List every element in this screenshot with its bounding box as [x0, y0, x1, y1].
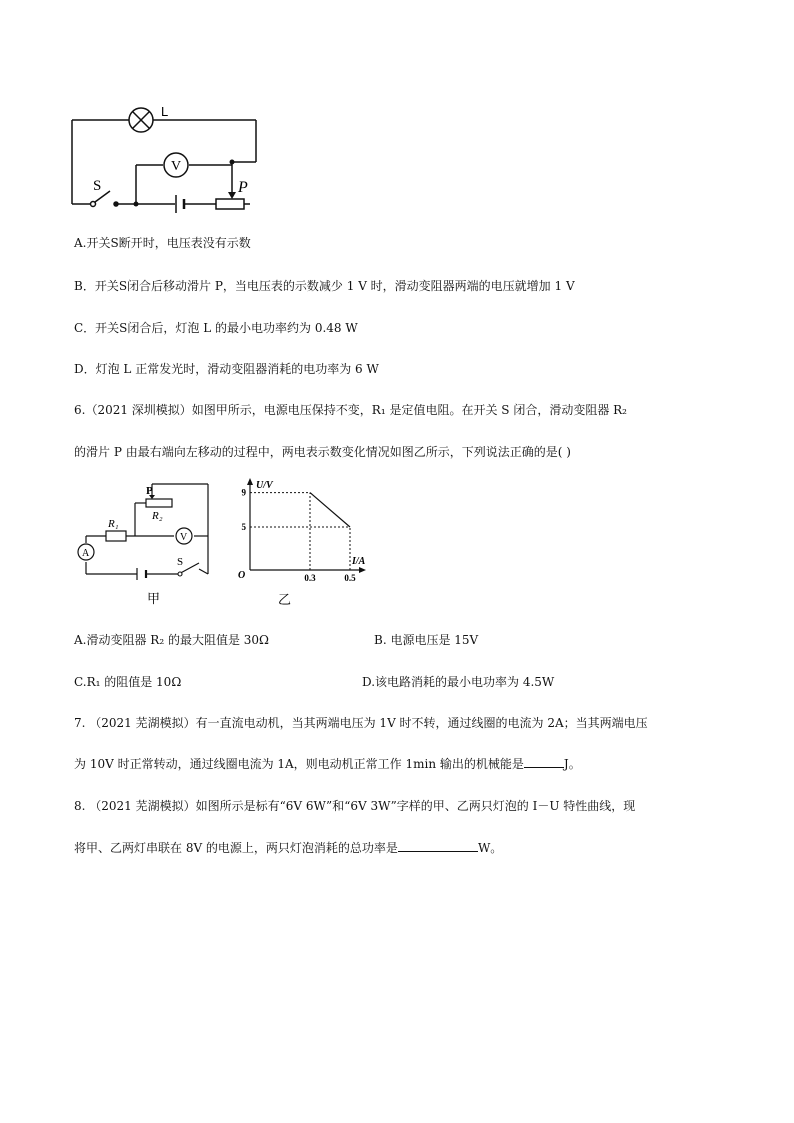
q6-option-c: C.R₁ 的阻值是 10Ω [74, 675, 182, 689]
yi-caption: 乙 [278, 592, 292, 607]
jia-ammeter-label: A [82, 548, 90, 559]
q5-option-c: C．开关S闭合后，灯泡 L 的最小电功率约为 0.48 W [74, 321, 358, 335]
switch-label: S [93, 178, 102, 194]
y-tick-label: 5 [241, 522, 246, 532]
q6-option-b: B. 电源电压是 15V [374, 633, 479, 647]
battery-icon [137, 568, 146, 580]
series-line [310, 493, 350, 527]
x-axis-label: I/A [352, 556, 366, 567]
q6-stem-line2: 的滑片 P 由最右端向左移动的过程中，两电表示数变化情况如图乙所示，下列说法正确的是( ) [74, 445, 571, 459]
voltmeter-label: V [171, 159, 182, 174]
jia-voltmeter-label: V [180, 532, 188, 543]
ammeter-icon [78, 544, 94, 560]
voltmeter-icon [176, 528, 192, 544]
battery-icon [176, 195, 184, 213]
jia-caption: 甲 [147, 591, 161, 606]
x-tick-label: 0.3 [304, 573, 316, 583]
voltmeter-icon [164, 153, 188, 177]
q5-option-d: D．灯泡 L 正常发光时，滑动变阻器消耗的电功率为 6 W [74, 362, 379, 376]
q8-stem-line2: 将甲、乙两灯串联在 8V 的电源上，两只灯泡消耗的总功率是 W。 [74, 841, 503, 855]
jia-r1-label: R₁ [108, 518, 119, 530]
q7-stem-line2: 为 10V 时正常转动，通过线圈电流为 1A，则电动机正常工作 1min 输出的机械能是 J。 [74, 757, 581, 771]
y-tick-label: 9 [241, 487, 246, 498]
q7-stem-line1: 7. （2021 芜湖模拟）有一直流电动机，当其两端电压为 1V 时不转，通过线圈的电流为 2A；当其两端电压 [74, 716, 648, 730]
r2-rheostat [146, 499, 172, 507]
x-axis-arrow-icon [359, 567, 366, 573]
slider-label: P [238, 179, 248, 196]
q8-stem-line1: 8. （2021 芜湖模拟）如图所示是标有“6V 6W”和“6V 3W”字样的甲、乙两只灯泡的 I－U 特性曲线，现 [74, 799, 636, 813]
lamp-label: L [161, 104, 169, 119]
lamp-circuit-figure [66, 98, 266, 216]
graph-yi-figure [228, 470, 378, 610]
y-axis-label: U/V [256, 480, 273, 491]
jia-slider-label: P [146, 485, 153, 497]
q6-stem-line1: 6.（2021 深圳模拟）如图甲所示，电源电压保持不变，R₁ 是定值电阻。在开关 S 闭合，滑动变阻器 R₂ [74, 403, 627, 417]
circuit-jia-figure [74, 478, 219, 606]
answer-blank[interactable] [524, 756, 564, 768]
y-axis-arrow-icon [247, 478, 253, 485]
q5-option-b: B．开关S闭合后移动滑片 P，当电压表的示数减少 1 V 时，滑动变阻器两端的电压就增加 1 V [74, 279, 575, 293]
q6-option-a: A.滑动变阻器 R₂ 的最大阻值是 30Ω [74, 633, 269, 647]
origin-label: O [238, 570, 246, 581]
r1-resistor [106, 531, 126, 541]
x-tick-label: 0.5 [344, 573, 356, 583]
jia-r2-label: R₂ [152, 510, 163, 522]
lamp-icon [129, 108, 153, 132]
q5-option-a: A.开关S断开时，电压表没有示数 [74, 236, 251, 250]
answer-blank[interactable] [398, 840, 478, 852]
jia-switch-label: S [177, 556, 184, 568]
q6-option-d: D.该电路消耗的最小电功率为 4.5W [362, 675, 555, 689]
